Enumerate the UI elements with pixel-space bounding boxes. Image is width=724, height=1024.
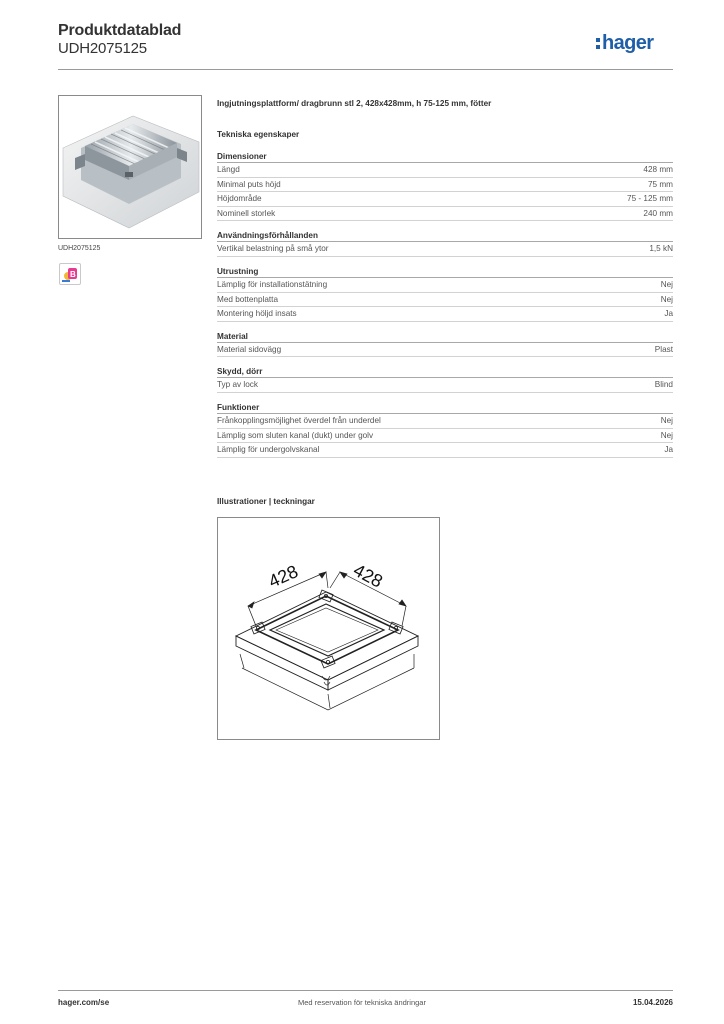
spec-value: 75 - 125 mm xyxy=(627,194,673,204)
spec-row xyxy=(217,378,673,393)
product-image xyxy=(58,95,202,239)
section-title: Användningsförhållanden xyxy=(217,230,673,242)
spec-value: Ja xyxy=(664,445,673,455)
spec-row xyxy=(217,443,673,458)
illustrations-heading: Illustrationer | teckningar xyxy=(217,497,315,506)
footer-divider xyxy=(58,990,673,991)
spec-row xyxy=(217,293,673,308)
spec-label: Lämplig för undergolvskanal xyxy=(217,445,320,455)
technical-drawing xyxy=(217,517,440,740)
spec-value: Nej xyxy=(660,415,673,425)
spec-value: Blind xyxy=(654,380,673,390)
section-protection-door xyxy=(217,366,673,393)
section-title: Material xyxy=(217,331,673,343)
environment-badge-icon xyxy=(59,263,81,285)
spec-value: Nej xyxy=(660,430,673,440)
spec-label: Lämplig som sluten kanal (dukt) under golv xyxy=(217,430,374,440)
dimension-label-right: 428 xyxy=(350,559,387,592)
product-code-heading: UDH2075125 xyxy=(58,40,147,57)
section-title: Funktioner xyxy=(217,402,673,414)
header-divider xyxy=(58,69,673,70)
spec-row xyxy=(217,163,673,178)
spec-row xyxy=(217,307,673,322)
spec-row xyxy=(217,278,673,293)
section-functions xyxy=(217,402,673,458)
tech-heading: Tekniska egenskaper xyxy=(217,130,300,139)
image-caption: UDH2075125 xyxy=(58,245,101,252)
svg-text:B: B xyxy=(70,270,76,279)
dimension-label-left: 428 xyxy=(265,561,302,592)
spec-row xyxy=(217,242,673,257)
spec-label: Lämplig för installationstätning xyxy=(217,279,328,289)
product-description: Ingjutningsplattform/ dragbrunn stl 2, 428x428mm, h 75-125 mm, fötter xyxy=(217,99,492,108)
spec-label: Längd xyxy=(217,165,240,174)
spec-row xyxy=(217,429,673,444)
footer-website: hager.com/se xyxy=(58,998,110,1007)
spec-label: Nominell storlek xyxy=(217,208,276,218)
spec-value: Nej xyxy=(660,294,673,304)
spec-label: Höjdområde xyxy=(217,194,262,204)
section-usage-conditions xyxy=(217,230,673,257)
section-title: Utrustning xyxy=(217,266,673,278)
section-equipment xyxy=(217,266,673,322)
spec-row xyxy=(217,178,673,193)
spec-label: Typ av lock xyxy=(217,380,258,390)
spec-value: Ja xyxy=(664,309,673,319)
section-material xyxy=(217,331,673,358)
spec-label: Frånkopplingsmöjlighet överdel från underdel xyxy=(217,415,381,425)
hager-logo xyxy=(594,28,674,58)
page-title: Produktdatablad xyxy=(58,22,182,39)
logo-text: hager xyxy=(602,32,654,54)
footer-date: 15.04.2026 xyxy=(632,998,673,1007)
spec-value: 240 mm xyxy=(643,208,673,218)
spec-row xyxy=(217,343,673,358)
spec-label: Vertikal belastning på små ytor xyxy=(217,244,329,254)
spec-label: Montering höljd insats xyxy=(217,309,297,319)
section-title: Skydd, dörr xyxy=(217,366,673,378)
spec-label: Med bottenplatta xyxy=(217,294,278,304)
footer-disclaimer: Med reservation för tekniska ändringar xyxy=(298,998,426,1007)
spec-label: Minimal puts höjd xyxy=(217,179,281,189)
spec-value: 1,5 kN xyxy=(649,244,673,254)
spec-panel xyxy=(217,98,673,458)
spec-value: Plast xyxy=(654,344,673,354)
spec-value: 75 mm xyxy=(647,179,673,189)
spec-label: Material sidovägg xyxy=(217,344,282,354)
spec-value: Nej xyxy=(660,279,673,289)
spec-row xyxy=(217,207,673,222)
section-title: Dimensioner xyxy=(217,151,673,163)
section-dimensions xyxy=(217,151,673,221)
spec-value: 428 mm xyxy=(643,165,673,174)
spec-row xyxy=(217,414,673,429)
spec-row xyxy=(217,192,673,207)
